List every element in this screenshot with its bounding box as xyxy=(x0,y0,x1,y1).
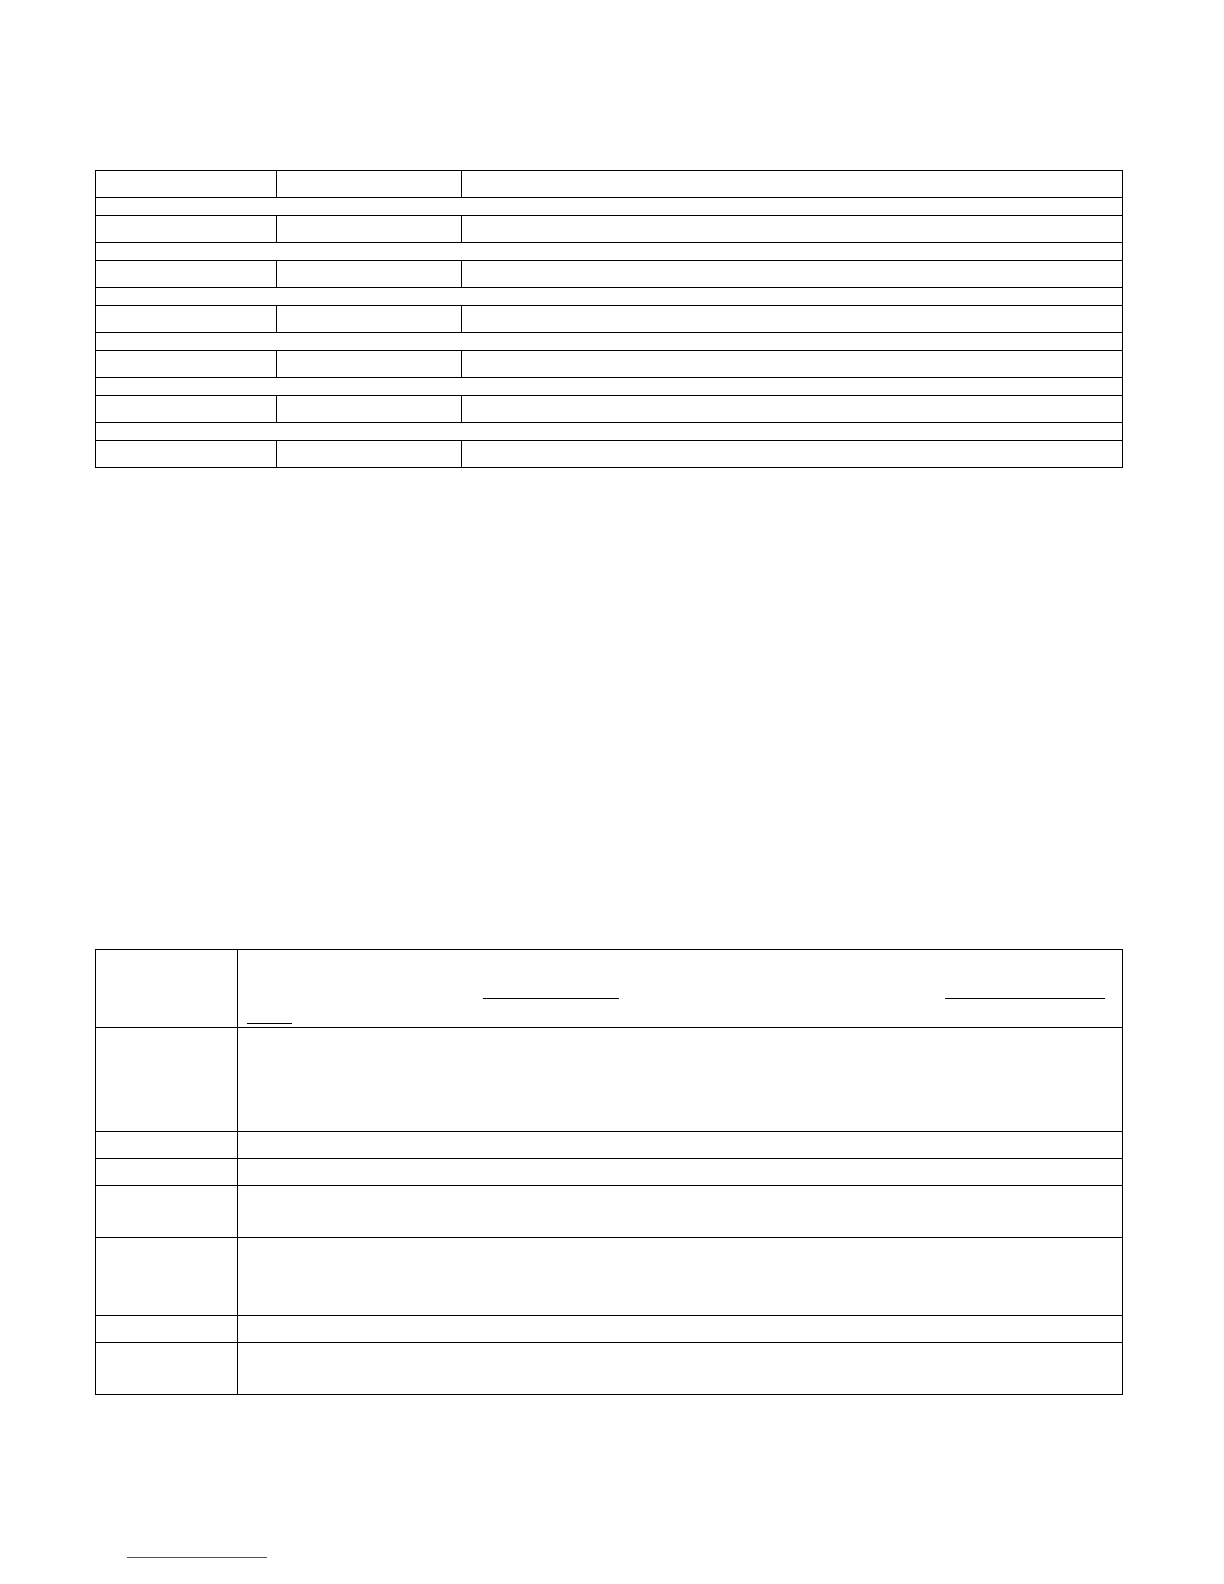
table-cell xyxy=(238,1343,1123,1395)
spacer-row xyxy=(96,198,1123,216)
table-cell xyxy=(96,243,1123,261)
table-row xyxy=(96,950,1123,1028)
spacer-row xyxy=(96,288,1123,306)
table-cell xyxy=(96,396,277,423)
table-cell xyxy=(96,216,277,243)
table-row xyxy=(96,1238,1123,1316)
table-row xyxy=(96,1316,1123,1343)
table-cell xyxy=(462,351,1123,378)
table-row xyxy=(96,396,1123,423)
table-cell xyxy=(238,1028,1123,1132)
table-cell xyxy=(277,396,462,423)
table-cell xyxy=(96,1159,238,1186)
table-cell xyxy=(96,1343,238,1395)
table-cell xyxy=(96,950,238,1028)
table-row xyxy=(96,441,1123,468)
table-cell xyxy=(238,1186,1123,1238)
table-cell xyxy=(96,198,1123,216)
table-cell xyxy=(462,441,1123,468)
table-cell xyxy=(96,306,277,333)
table-row xyxy=(96,1028,1123,1132)
table-cell xyxy=(96,288,1123,306)
table-cell xyxy=(96,351,277,378)
table-cell xyxy=(96,378,1123,396)
spacer-row xyxy=(96,378,1123,396)
link-underline[interactable] xyxy=(127,1557,267,1558)
table-row xyxy=(96,351,1123,378)
table-row xyxy=(96,1132,1123,1159)
table-cell xyxy=(96,441,277,468)
table-cell xyxy=(96,261,277,288)
underline-mark xyxy=(483,998,619,999)
table-row xyxy=(96,306,1123,333)
top-blank-table xyxy=(95,170,1123,468)
table-row xyxy=(96,216,1123,243)
table-cell xyxy=(277,171,462,198)
table-row xyxy=(96,261,1123,288)
table-row xyxy=(96,171,1123,198)
table-cell xyxy=(277,351,462,378)
table-cell xyxy=(277,441,462,468)
table-cell xyxy=(238,1159,1123,1186)
spacer-row xyxy=(96,333,1123,351)
table-cell xyxy=(277,261,462,288)
bottom-blank-table xyxy=(95,949,1123,1395)
table-cell xyxy=(238,1132,1123,1159)
table-row xyxy=(96,1186,1123,1238)
table-cell xyxy=(462,261,1123,288)
table-cell xyxy=(462,396,1123,423)
underline-mark xyxy=(247,1023,292,1024)
spacer-row xyxy=(96,243,1123,261)
table-row xyxy=(96,1159,1123,1186)
table-cell xyxy=(96,423,1123,441)
table-cell xyxy=(238,950,1123,1028)
table-cell xyxy=(96,1316,238,1343)
underline-mark xyxy=(945,998,1105,999)
table-cell xyxy=(462,216,1123,243)
table-cell xyxy=(462,306,1123,333)
table-cell xyxy=(96,1132,238,1159)
table-cell xyxy=(238,1238,1123,1316)
spacer-row xyxy=(96,423,1123,441)
table-row xyxy=(96,1343,1123,1395)
table-cell xyxy=(238,1316,1123,1343)
table-cell xyxy=(96,1028,238,1132)
table-cell xyxy=(277,216,462,243)
table-cell xyxy=(96,171,277,198)
table-cell xyxy=(96,333,1123,351)
table-cell xyxy=(96,1186,238,1238)
table-cell xyxy=(96,1238,238,1316)
table-cell xyxy=(462,171,1123,198)
table-cell xyxy=(277,306,462,333)
